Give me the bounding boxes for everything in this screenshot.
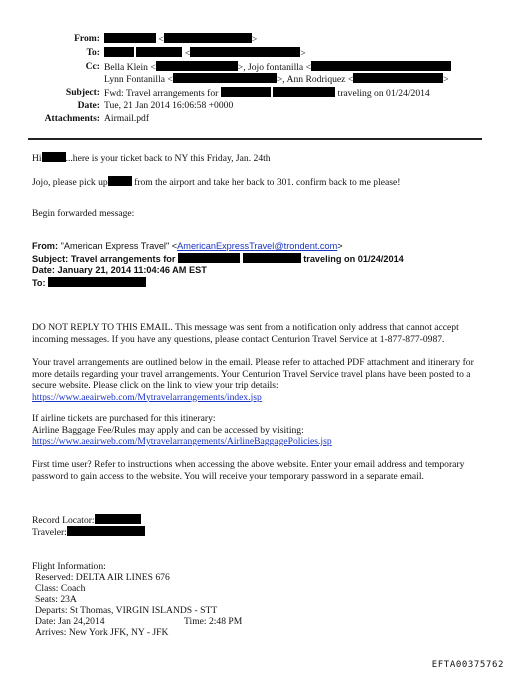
forwarded-heading: Begin forwarded message: (32, 208, 135, 219)
flight-class: Class: Coach (35, 583, 86, 594)
cc-name-4: Ann Rodriquez (286, 74, 346, 85)
body-line-1: Hi ...here is your ticket back to NY this Friday, Jan. 24th (32, 153, 271, 164)
header-cc-row: Cc: Bella Klein < >, Jojo fontanilla < (0, 61, 512, 73)
flight-heading: Flight Information: (32, 561, 106, 572)
redaction-bar (136, 47, 182, 57)
redaction-bar (173, 73, 277, 83)
redaction-bar (353, 73, 443, 83)
baggage-paragraph: If airline tickets are purchased for this itinerary: Airline Baggage Fee/Rules may apply and can be accessed by visiting: https://www.aeairweb.com/Mytravelarrangements/AirlineBaggagePolicies.jsp (32, 413, 332, 447)
first-time-paragraph: First time user? Refer to instructions when accessing the above website. Enter your email address and temporary password to gain access to the website. You will receive your temporary password in a separate email. (32, 459, 465, 482)
document-id: EFTA00375762 (431, 660, 504, 670)
baggage-policy-link[interactable]: https://www.aeairweb.com/Mytravelarrangements/AirlineBaggagePolicies.jsp (32, 436, 332, 447)
subject-prefix: Fwd: Travel arrangements for (104, 88, 219, 99)
header-date-row (0, 100, 512, 112)
from-label: From: (74, 33, 100, 44)
cc-label: Cc: (85, 61, 100, 72)
traveler-row: Traveler: (32, 526, 145, 538)
cc-name-3: Lynn Fontanilla (104, 74, 166, 85)
record-locator-row: Record Locator: (32, 514, 141, 526)
body-line-2: Jojo, please pick up from the airport and take her back to 301. confirm back to me please! (32, 177, 401, 188)
trip-details-link[interactable]: https://www.aeairweb.com/Mytravelarrangements/index.jsp (32, 391, 262, 403)
flight-info (32, 561, 335, 638)
redaction-bar (67, 526, 145, 536)
attachment-file[interactable]: Airmail.pdf (104, 113, 150, 124)
header-from-row: From: < > (74, 33, 258, 45)
attachments-label: Attachments: (44, 113, 100, 124)
redaction-bar (311, 61, 451, 71)
flight-date-time (32, 616, 335, 627)
fwd-subject-row: Subject: Travel arrangements for traveling on 01/24/2014 (32, 254, 404, 264)
cc-name-1: Bella Klein (104, 62, 148, 73)
redaction-bar (104, 33, 156, 43)
flight-date: Date: Jan 24,2014 (35, 616, 105, 627)
redaction-bar (104, 47, 134, 57)
redaction-bar (164, 33, 252, 43)
redaction-bar (42, 152, 66, 162)
flight-departs: Departs: St Thomas, VIRGIN ISLANDS - STT (35, 605, 218, 616)
subject-label: Subject: (65, 87, 100, 98)
redaction-bar (95, 514, 141, 524)
redaction-bar (178, 253, 240, 263)
flight-time: Time: 2:48 PM (184, 616, 243, 627)
redaction-bar (273, 87, 335, 97)
header-attachments-row (0, 113, 512, 125)
flight-arrives: Arrives: New York JFK, NY - JFK (35, 627, 169, 638)
redaction-bar (243, 253, 301, 263)
to-label: To: (86, 47, 100, 58)
header-to-row: To: < > (86, 47, 306, 59)
header-divider (28, 138, 482, 140)
no-reply-paragraph: DO NOT REPLY TO THIS EMAIL. This message was sent from a notification only address that cannot accept incoming messages. If you have any questions, please contact Centurion Travel Service at 1-877-877-0987. (32, 322, 459, 345)
header-cc-row-2: Lynn Fontanilla < >, Ann Rodriquez < > (104, 74, 449, 85)
redaction-bar (156, 61, 238, 71)
fwd-to-row: To: (32, 277, 146, 288)
flight-reserved: Reserved: DELTA AIR LINES 676 (35, 572, 170, 583)
fwd-from-email-link[interactable]: AmericanExpressTravel@trondent.com (177, 241, 338, 251)
header-subject-row (0, 87, 512, 99)
redaction-bar (221, 87, 271, 97)
redaction-bar (108, 176, 132, 186)
fwd-date-row: Date: January 21, 2014 11:04:46 AM EST (32, 265, 207, 275)
flight-seats: Seats: 23A (35, 594, 77, 605)
fwd-from-row: From: "American Express Travel" <AmericanExpressTravel@trondent.com> (32, 241, 343, 251)
redaction-bar (48, 277, 146, 287)
date-label: Date: (77, 100, 100, 111)
arrangements-paragraph: Your travel arrangements are outlined below in the email. Please refer to attached PDF attachment and itinerary for more details regarding your travel arrangements. Your Centurion Travel Service travel plans have been posted to a secure website. Please click on the link to view your trip details: https://www.aeairweb.com/Mytravelarrangements/index.jsp (32, 357, 474, 403)
redaction-bar (190, 47, 300, 57)
date-value: Tue, 21 Jan 2014 16:06:58 +0000 (104, 100, 234, 111)
subject-suffix: traveling on 01/24/2014 (337, 88, 430, 99)
cc-name-2: Jojo fontanilla (248, 62, 304, 73)
